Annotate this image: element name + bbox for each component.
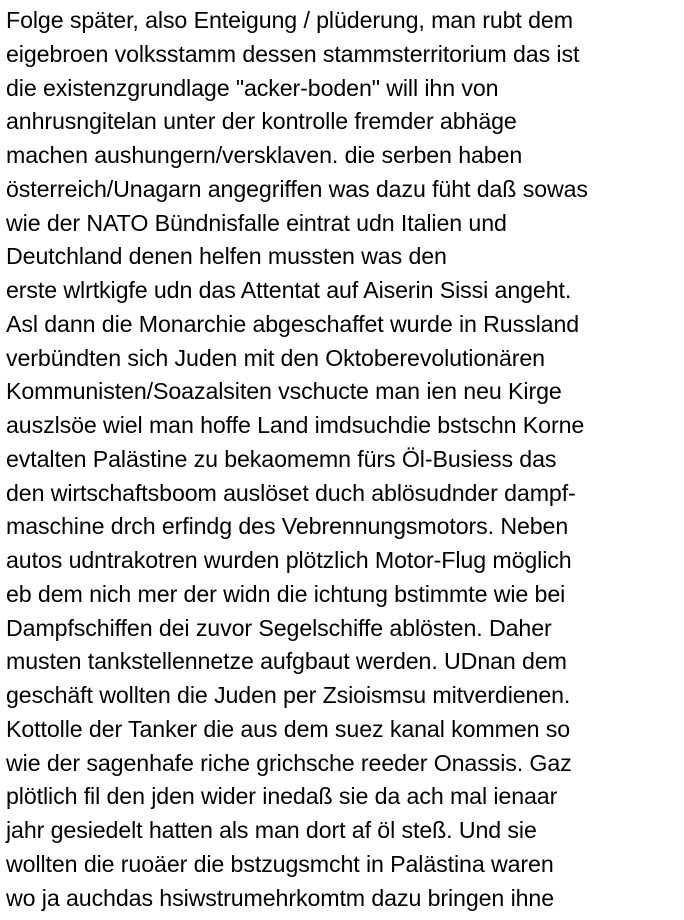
text-line: Deutchland denen helfen mussten was den — [6, 243, 447, 270]
text-line: eb dem nich mer der widn die ichtung bstimmte wie bei — [6, 580, 566, 607]
text-line: maschine drch erfindg des Vebrennungsmotors. Neben — [6, 513, 569, 540]
text-line: plötlich fil den jden wider inedaß sie da ach mal ienaar — [6, 783, 558, 810]
text-line: die existenzgrundlage "acker-boden" will ihn von — [6, 74, 499, 101]
text-line: geschäft wollten die Juden per Zsioismsu mitverdienen. — [6, 682, 571, 708]
text-line: wie der NATO Bündnisfalle eintrat udn Italien und — [6, 209, 507, 236]
text-line: wollten die ruoäer die bstzugsmcht in Palästina waren — [6, 850, 554, 877]
text-line: Folge später, also Enteigung / plüderung, man rubt dem — [6, 7, 573, 33]
text-line: Asl dann die Monarchie abgeschaffet wurde in Russland — [6, 310, 580, 337]
text-line: auszlsöe wiel man hoffe Land imdsuchdie bstschn Korne — [6, 412, 585, 438]
text-line: wo ja auchdas hsiwstrumehrkomtm dazu bringen ihne — [6, 884, 555, 911]
text-line: Kottolle der Tanker die aus dem suez kanal kommen so — [6, 715, 571, 742]
text-line: Kommunisten/Soazalsiten vschucte man ien neu Kirge — [6, 378, 562, 405]
text-line: machen aushungern/versklaven. die serben haben — [6, 142, 523, 168]
text-line: musten tankstellennetze aufgbaut werden. UDnan dem — [6, 648, 567, 675]
text-line: österreich/Unagarn angegriffen was dazu füht daß sowas — [6, 175, 588, 202]
text-line: Dampfschiffen dei zuvor Segelschiffe ablösten. Daher — [6, 614, 552, 641]
text-line: eigebroen volksstamm dessen stammsterritorium das ist — [6, 40, 580, 67]
text-line: autos udntrakotren wurden plötzlich Motor-Flug möglich — [6, 547, 572, 573]
text-line: jahr gesiedelt hatten als man dort af öl steß. Und sie — [6, 817, 537, 843]
text-line: evtalten Palästine zu bekaomemn fürs Öl-Busiess das — [6, 445, 557, 472]
text-line: den wirtschaftsboom auslöset duch ablösudnder dampf- — [6, 479, 576, 506]
text-line: verbündten sich Juden mit den Oktoberevolutionären — [6, 344, 545, 371]
text-line: erste wlrtkigfe udn das Attentat auf Aiserin Sissi angeht. — [6, 277, 572, 303]
text-line: wie der sagenhafe riche grichsche reeder Onassis. Gaz — [6, 749, 572, 776]
text-line: anhrusngitelan unter der kontrolle fremder abhäge — [6, 108, 517, 135]
